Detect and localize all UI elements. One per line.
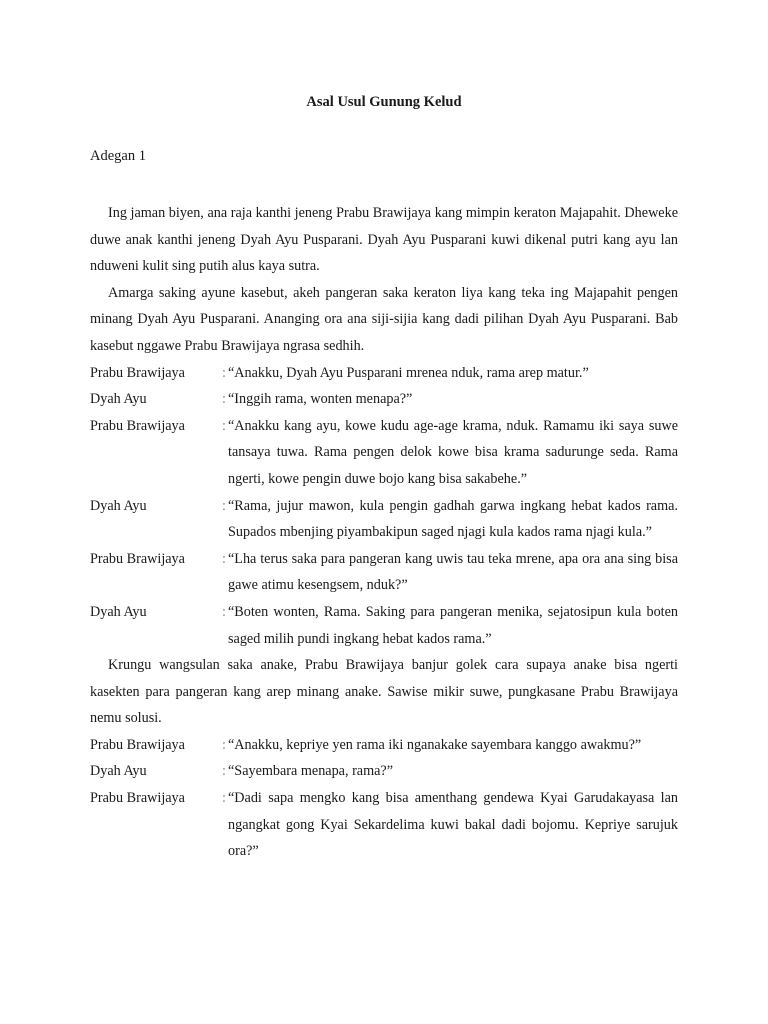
speaker-colon: :: [222, 497, 226, 514]
dialogue-text: “Anakku, Dyah Ayu Pusparani mrenea nduk, rama arep matur.”: [228, 364, 589, 381]
speaker-colon: :: [222, 417, 226, 434]
dialogue-line: [90, 493, 678, 546]
dialogue-text: “Lha terus saka para pangeran kang uwis tau teka mrene, apa ora ana sing bisa gawe atimu kesengsem, nduk?”: [228, 550, 678, 594]
speaker-colon: :: [222, 763, 226, 780]
speaker-colon: :: [222, 550, 226, 567]
speaker-colon: :: [222, 391, 226, 408]
document-body: [90, 200, 678, 865]
dialogue-text: “Dadi sapa mengko kang bisa amenthang gendewa Kyai Garudakayasa lan ngangkat gong Kyai Sekardelima kuwi bakal dadi bojomu. Kepriye sarujuk ora?”: [228, 790, 678, 860]
speaker-name: Dyah Ayu: [90, 763, 147, 780]
speaker-name: Dyah Ayu: [90, 391, 147, 408]
dialogue-line: [90, 785, 678, 865]
paragraph-2: Amarga saking ayune kasebut, akeh pangeran saka keraton liya kang teka ing Majapahit pengen minang Dyah Ayu Pusparani. Ananging ora ana siji-sijia kang dadi pilihan Dyah Ayu Pusparani. Bab kasebut nggawe Prabu Brawijaya ngrasa sedhih.: [90, 284, 678, 354]
speaker-colon: :: [222, 736, 226, 753]
dialogue-text: “Anakku kang ayu, kowe kudu age-age krama, nduk. Ramamu iki saya suwe tansaya tuwa. Rama pengen delok kowe bisa krama sadurunge seda. Rama ngerti, kowe pengin duwe bojo kang bisa sakabehe.”: [228, 417, 678, 487]
dialogue-text: “Inggih rama, wonten menapa?”: [228, 391, 413, 408]
speaker-name: Prabu Brawijaya: [90, 550, 185, 567]
dialogue-text: “Rama, jujur mawon, kula pengin gadhah garwa ingkang hebat kados rama. Supados mbenjing piyambakipun saged njagi kula kados rama njagi kula.”: [228, 497, 678, 541]
speaker-name: Prabu Brawijaya: [90, 417, 185, 434]
speaker-name: Prabu Brawijaya: [90, 364, 185, 381]
dialogue-line: [90, 758, 678, 785]
dialogue-text: “Boten wonten, Rama. Saking para pangeran menika, sejatosipun kula boten saged milih pundi ingkang hebat kados rama.”: [228, 603, 678, 647]
speaker-name: Dyah Ayu: [90, 603, 147, 620]
paragraph-1: Ing jaman biyen, ana raja kanthi jeneng Prabu Brawijaya kang mimpin keraton Majapahit. Dheweke duwe anak kanthi jeneng Dyah Ayu Pusparani. Dyah Ayu Pusparani kuwi dikenal putri kang ayu lan nduweni kulit sing putih alus kaya sutra.: [90, 205, 678, 275]
document-title: Asal Usul Gunung Kelud: [306, 94, 462, 110]
speaker-colon: :: [222, 790, 226, 807]
paragraph-3: Krungu wangsulan saka anake, Prabu Brawijaya banjur golek cara supaya anake bisa ngerti kasekten para pangeran kang arep minang anake. Sawise mikir suwe, pungkasane Prabu Brawijaya nemu solusi.: [90, 657, 678, 727]
dialogue-text: “Sayembara menapa, rama?”: [228, 763, 394, 780]
speaker-name: Dyah Ayu: [90, 497, 147, 514]
dialogue-line: [90, 413, 678, 493]
speaker-name: Prabu Brawijaya: [90, 790, 185, 807]
dialogue-line: [90, 546, 678, 599]
speaker-colon: :: [222, 603, 226, 620]
dialogue-line: [90, 360, 678, 387]
speaker-name: Prabu Brawijaya: [90, 736, 185, 753]
speaker-colon: :: [222, 364, 226, 381]
dialogue-line: [90, 386, 678, 413]
dialogue-line: [90, 599, 678, 652]
scene-heading: Adegan 1: [90, 148, 146, 164]
dialogue-line: [90, 732, 678, 759]
dialogue-text: “Anakku, kepriye yen rama iki nganakake sayembara kanggo awakmu?”: [228, 736, 642, 753]
